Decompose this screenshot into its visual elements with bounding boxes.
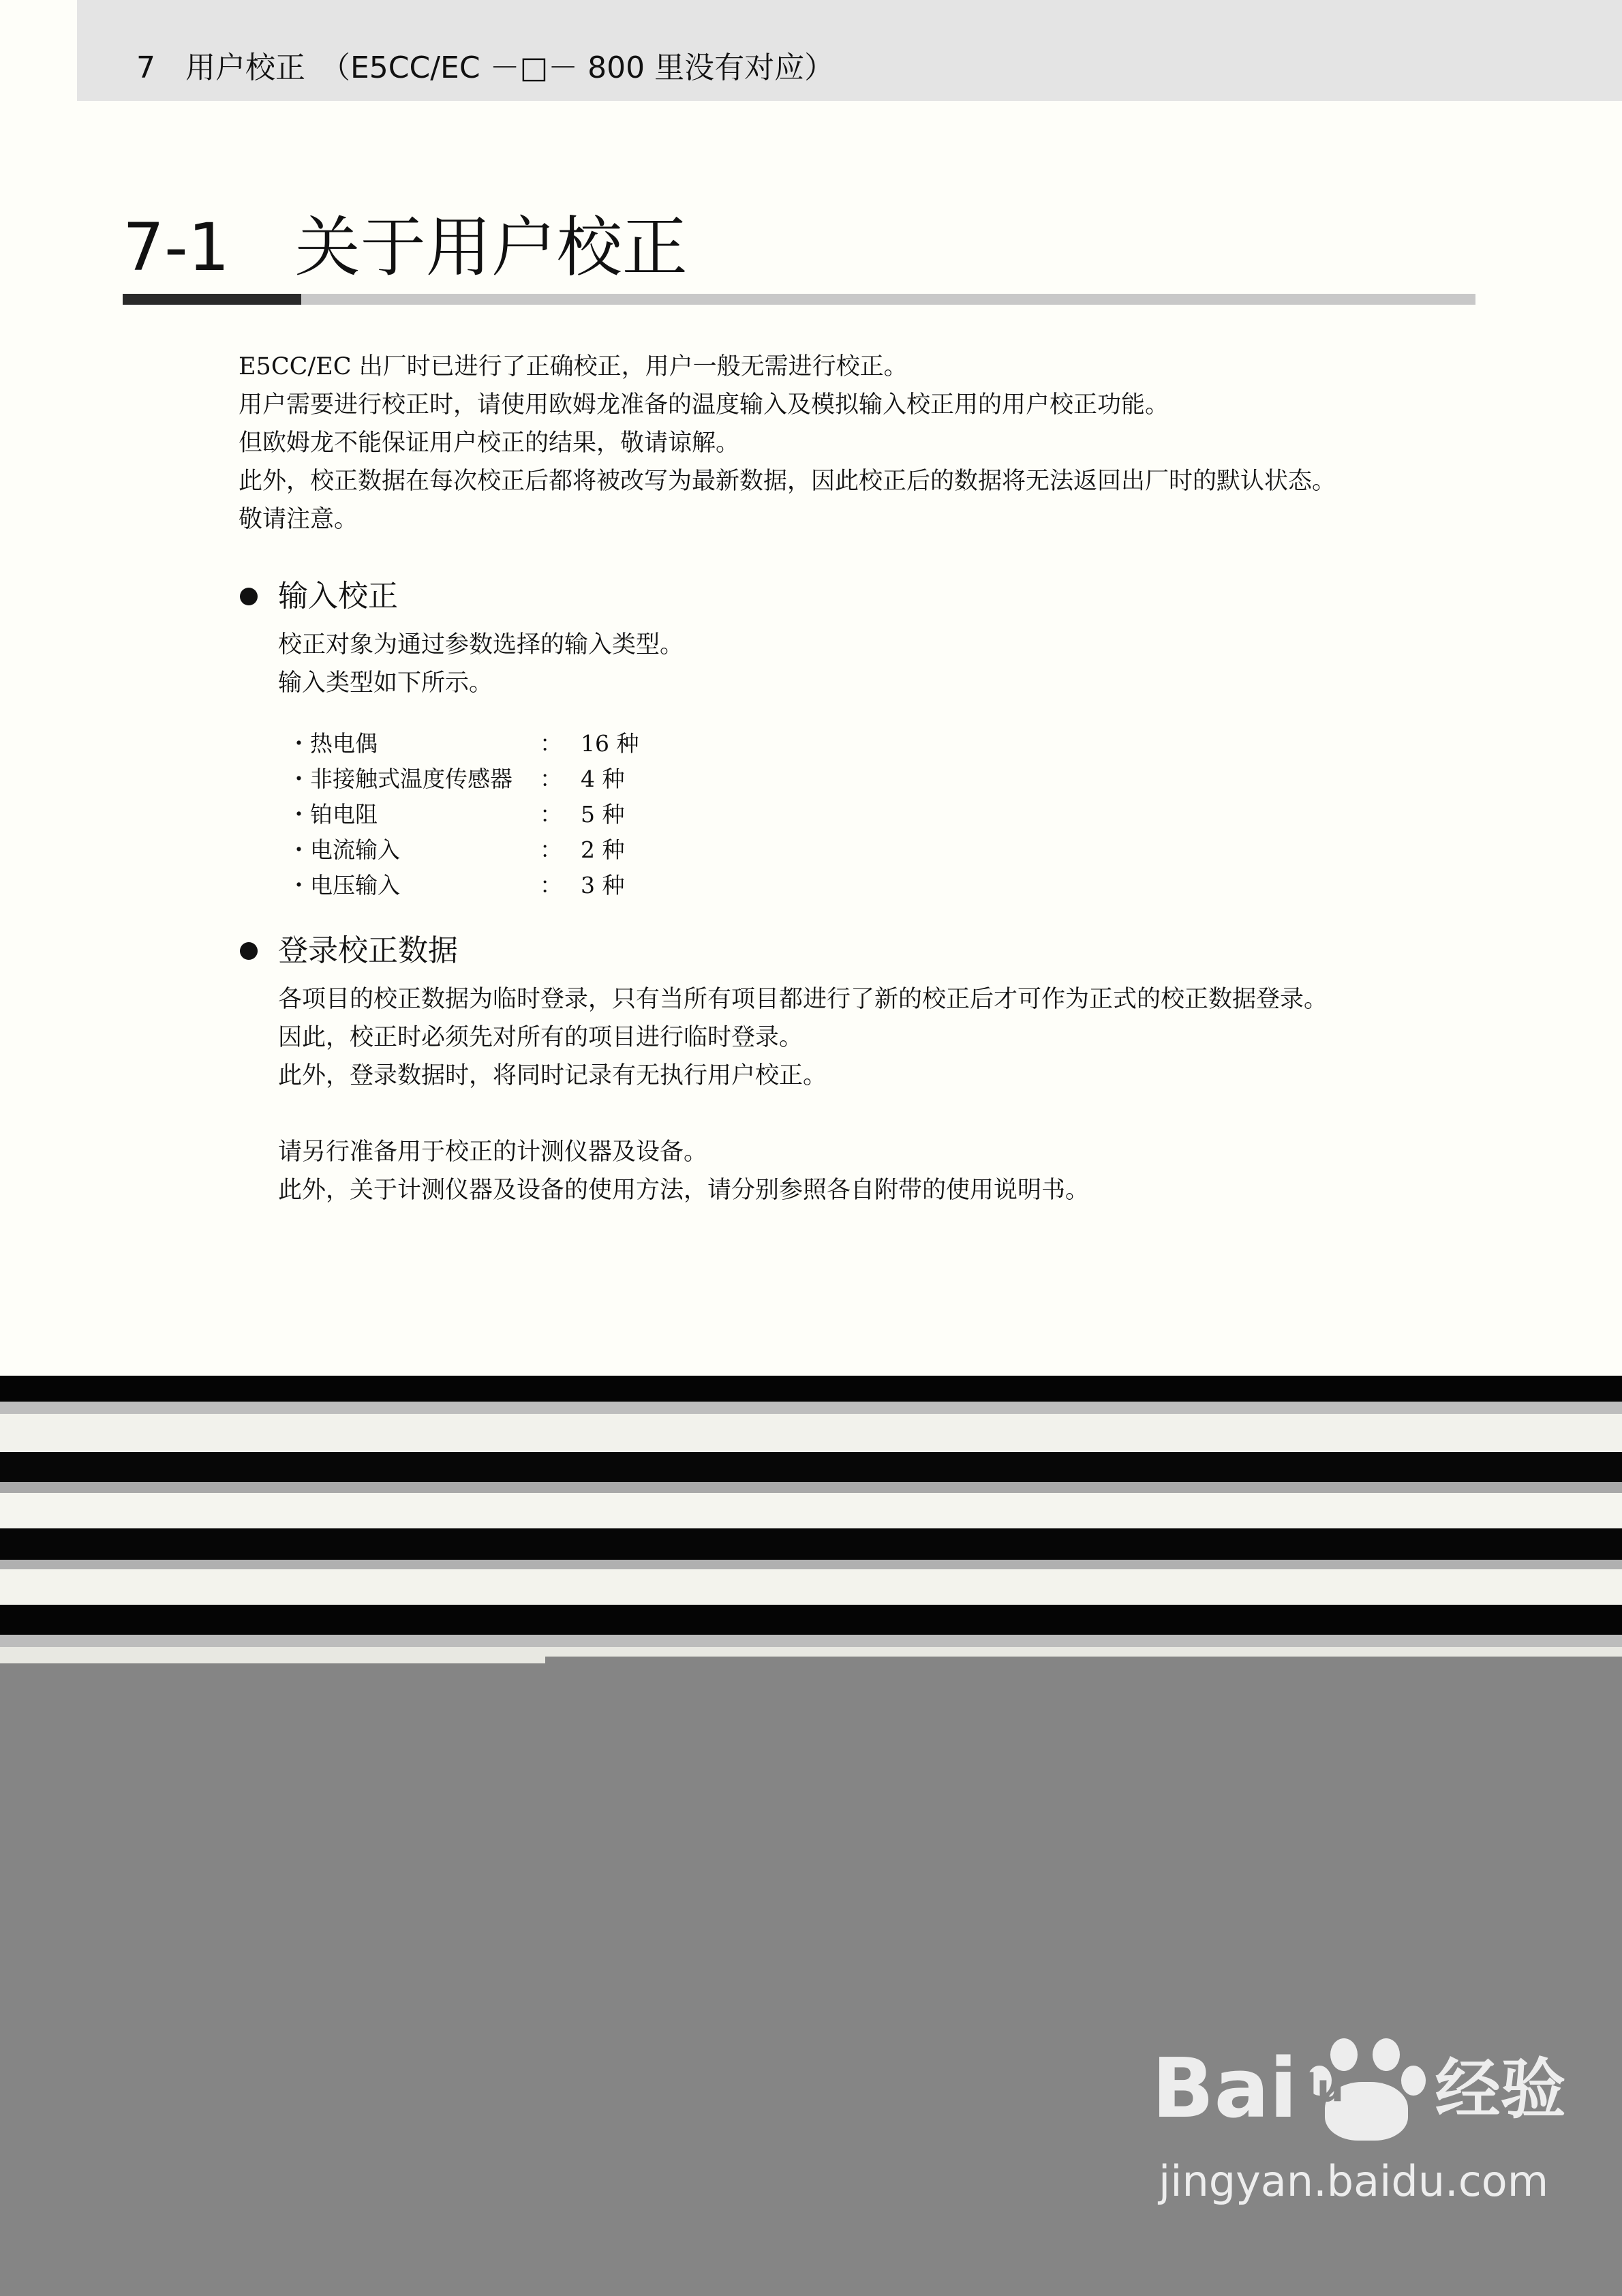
- scan-stripe: [0, 1482, 1622, 1493]
- type-name: ・非接触式温度传感器: [288, 766, 512, 792]
- baidu-jingyan-logo: [1152, 2038, 1566, 2141]
- list-item: [288, 797, 639, 832]
- bullet-icon: [240, 942, 258, 960]
- type-name: ・电流输入: [288, 836, 400, 863]
- body-line: 校正对象为通过参数选择的输入类型。: [278, 631, 684, 659]
- intro-paragraph: [239, 348, 1499, 539]
- intro-line: E5CC/EC 出厂时已进行了正确校正，用户一般无需进行校正。: [239, 353, 908, 380]
- body-line: 各项目的校正数据为临时登录，只有当所有项目都进行了新的校正后才可作为正式的校正数据登录。: [278, 986, 1328, 1013]
- intro-line: 但欧姆龙不能保证用户校正的结果，敬请谅解。: [239, 429, 740, 457]
- type-colon: ：: [540, 801, 562, 828]
- running-header: 7 用户校正 （E5CC/EC －□－ 800 里没有对应）: [136, 50, 835, 85]
- scan-stripe: [0, 1493, 1622, 1528]
- type-count: 16 种: [581, 730, 639, 757]
- scan-stripe: [0, 1452, 1622, 1482]
- type-colon: ：: [540, 836, 562, 863]
- scan-stripe: [0, 1560, 1622, 1569]
- type-colon: ：: [540, 872, 562, 898]
- logo-text: Bai: [1152, 2042, 1298, 2136]
- list-item: [288, 726, 639, 761]
- register-data-notes: [278, 1133, 1505, 1209]
- type-count: 2 种: [581, 836, 625, 863]
- body-line: 此外，登录数据时，将同时记录有无执行用户校正。: [278, 1062, 827, 1089]
- type-name: ・热电偶: [288, 730, 378, 757]
- intro-line: 用户需要进行校正时，请使用欧姆龙准备的温度输入及模拟输入校正用的用户校正功能。: [239, 391, 1169, 419]
- type-count: 4 种: [581, 766, 625, 792]
- bullet-icon: [240, 588, 258, 605]
- logo-text: 经验: [1435, 2051, 1566, 2128]
- input-calibration-heading: [240, 576, 398, 617]
- list-item: [288, 832, 639, 868]
- scan-stripe: [545, 1657, 1622, 1663]
- intro-line: 敬请注意。: [239, 506, 358, 533]
- scan-stripe: [0, 1402, 1622, 1414]
- heading-text: 登录校正数据: [278, 933, 458, 968]
- register-data-body: [278, 980, 1505, 1095]
- type-count: 5 种: [581, 801, 625, 828]
- body-line: 此外，关于计测仪器及设备的使用方法，请分别参照各自附带的使用说明书。: [278, 1177, 1090, 1204]
- title-underline-accent: [123, 294, 301, 305]
- heading-text: 输入校正: [278, 579, 398, 614]
- list-item: [288, 761, 639, 797]
- scan-stripe: [0, 1376, 1622, 1402]
- scan-stripe: [0, 1635, 1622, 1647]
- body-line: 输入类型如下所示。: [278, 669, 493, 697]
- scan-stripe: [0, 1414, 1622, 1452]
- type-colon: ：: [540, 766, 562, 792]
- scan-stripe: [0, 1569, 1622, 1605]
- type-name: ・铂电阻: [288, 801, 378, 828]
- watermark-url: jingyan.baidu.com: [1159, 2156, 1549, 2206]
- logo-text: du: [1289, 2066, 1344, 2111]
- intro-line: 此外，校正数据在每次校正后都将被改写为最新数据，因此校正后的数据将无法返回出厂时的默认状态。: [239, 468, 1336, 495]
- input-calibration-body: [278, 626, 1505, 702]
- body-line: 请另行准备用于校正的计测仪器及设备。: [278, 1138, 708, 1166]
- section-title: 7-1 关于用户校正: [123, 209, 688, 286]
- body-line: 因此，校正时必须先对所有的项目进行临时登录。: [278, 1024, 804, 1051]
- list-item: [288, 868, 639, 903]
- register-data-heading: [240, 931, 458, 971]
- scan-stripe: [0, 1528, 1622, 1560]
- input-type-list: [288, 726, 639, 903]
- type-count: 3 种: [581, 872, 625, 898]
- title-underline: [123, 294, 1475, 305]
- scan-stripe: [0, 1605, 1622, 1635]
- type-colon: ：: [540, 730, 562, 757]
- type-name: ・电压输入: [288, 872, 400, 898]
